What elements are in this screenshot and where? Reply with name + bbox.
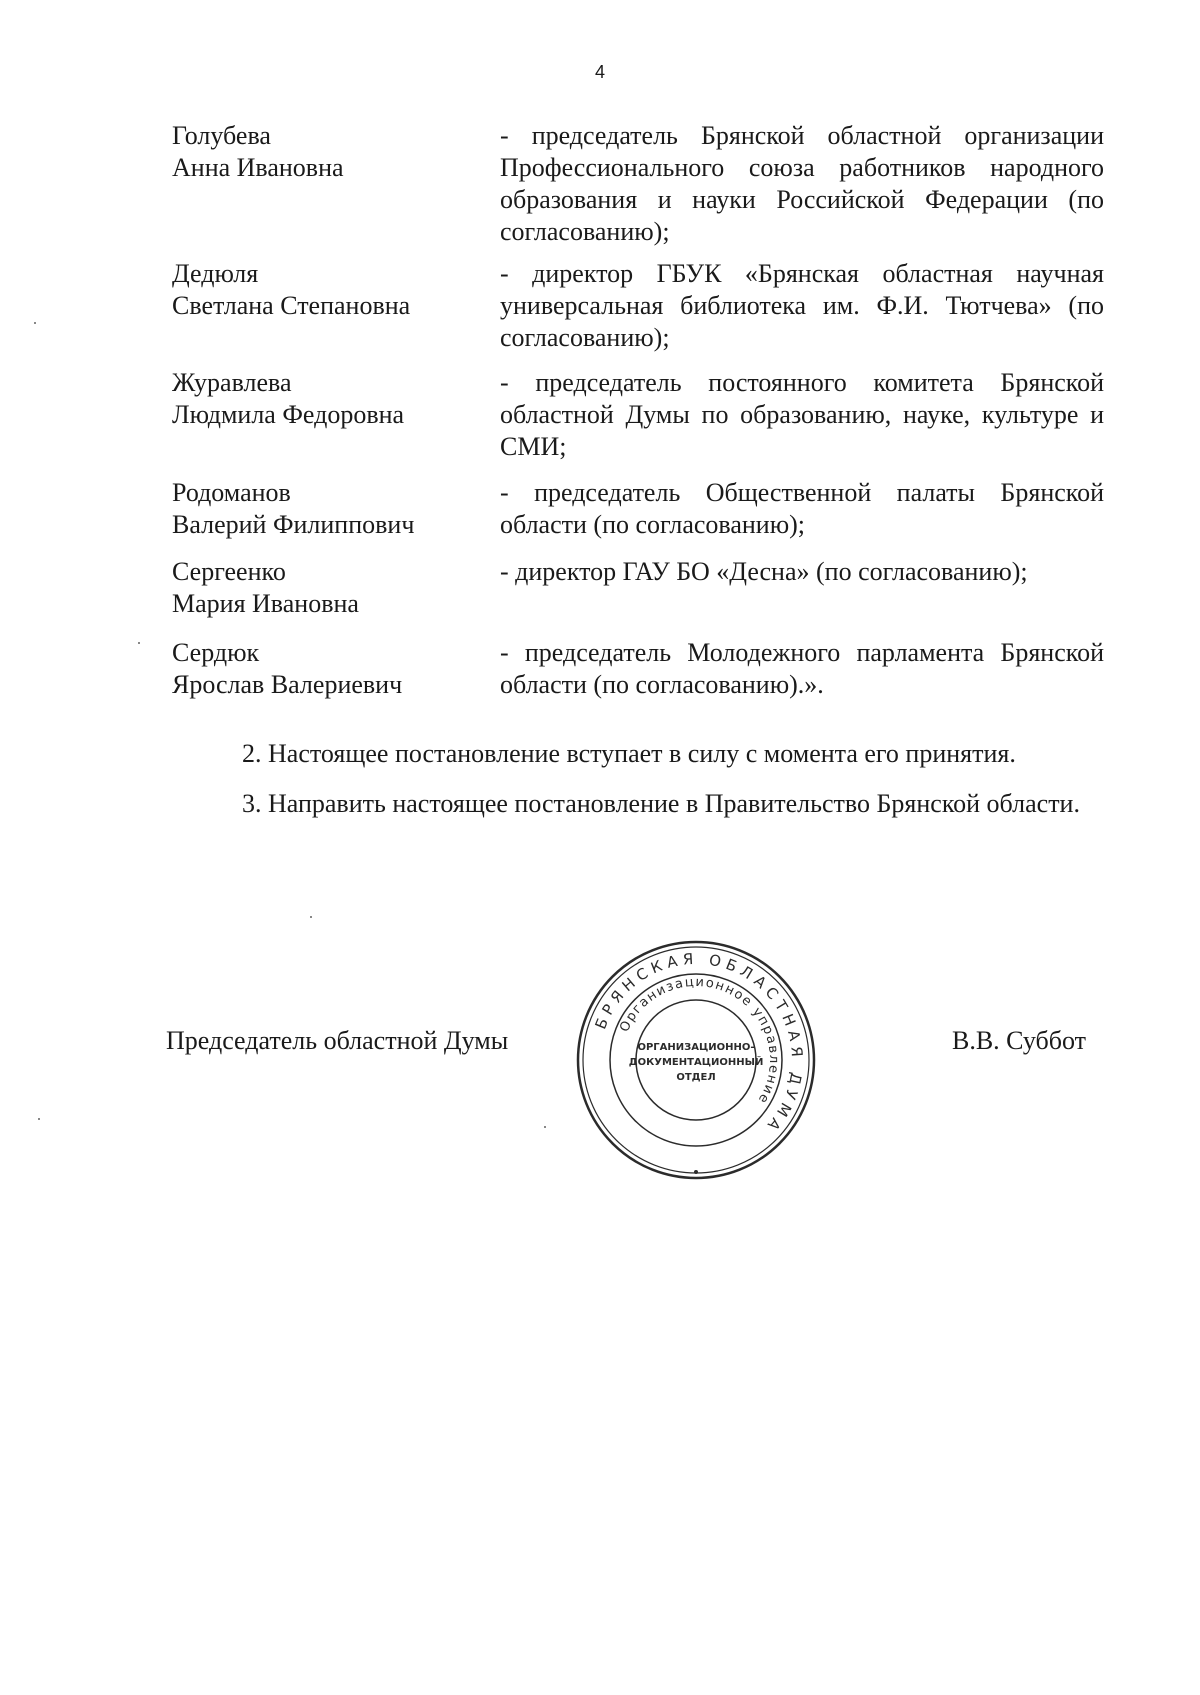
member-name [172, 477, 472, 541]
signatory-name: В.В. Суббот [952, 1026, 1087, 1055]
scan-speck [138, 642, 140, 644]
member-role: - председатель Общественной палаты Брянской области (по согласованию); [500, 478, 1104, 539]
stamp-center-line-1: ОРГАНИЗАЦИОННО- [637, 1042, 755, 1053]
member-name [172, 120, 472, 184]
member-name [172, 367, 472, 431]
member-name [172, 556, 472, 620]
signatory-position: Председатель областной Думы [166, 1026, 509, 1055]
stamp-center-line-3: ОТДЕЛ [676, 1072, 716, 1083]
scan-speck [544, 1126, 546, 1128]
scan-speck [310, 916, 312, 918]
member-role: - директор ГБУК «Брянская областная научная универсальная библиотека им. Ф.И. Тютчева» (по согласованию); [500, 259, 1104, 352]
member-role: - председатель постоянного комитета Брянской областной Думы по образованию, науке, культуре и СМИ; [500, 368, 1104, 461]
member-given-name: Светлана Степановна [172, 291, 411, 320]
member-given-name: Валерий Филиппович [172, 510, 415, 539]
member-role: - председатель Молодежного парламента Брянской области (по согласованию).». [500, 638, 1104, 699]
stamp-inner-text: Организационное управление [617, 974, 782, 1107]
member-given-name: Людмила Федоровна [172, 400, 405, 429]
member-surname: Сергеенко [172, 557, 286, 586]
stamp-center-line-2: ДОКУМЕНТАЦИОННЫЙ [628, 1057, 764, 1068]
member-role: - директор ГАУ БО «Десна» (по согласованию); [500, 557, 1028, 586]
clause-effective-date: 2. Настоящее постановление вступает в силу с момента его принятия. [242, 739, 1016, 768]
member-surname: Сердюк [172, 638, 260, 667]
member-given-name: Ярослав Валериевич [172, 670, 403, 699]
clause-send-to-government: 3. Направить настоящее постановление в Правительство Брянской области. [242, 789, 1080, 818]
member-given-name: Анна Ивановна [172, 153, 344, 182]
member-name [172, 258, 472, 322]
member-surname: Дедюля [172, 259, 259, 288]
member-surname: Голубева [172, 121, 271, 150]
member-given-name: Мария Ивановна [172, 589, 359, 618]
member-surname: Журавлева [172, 368, 292, 397]
member-role: - председатель Брянской областной организации Профессионального союза работников народного образования и науки Российской Федерации (по согласованию); [500, 121, 1104, 246]
stamp-star-mark [694, 1170, 698, 1174]
member-surname: Родоманов [172, 478, 291, 507]
scan-speck [34, 322, 36, 324]
stamp-outer-text: БРЯНСКАЯ ОБЛАСТНАЯ ДУМА [591, 949, 807, 1138]
scan-speck [38, 1118, 40, 1120]
official-stamp [574, 938, 818, 1182]
member-name [172, 637, 472, 701]
page-number: 4 [594, 62, 605, 82]
